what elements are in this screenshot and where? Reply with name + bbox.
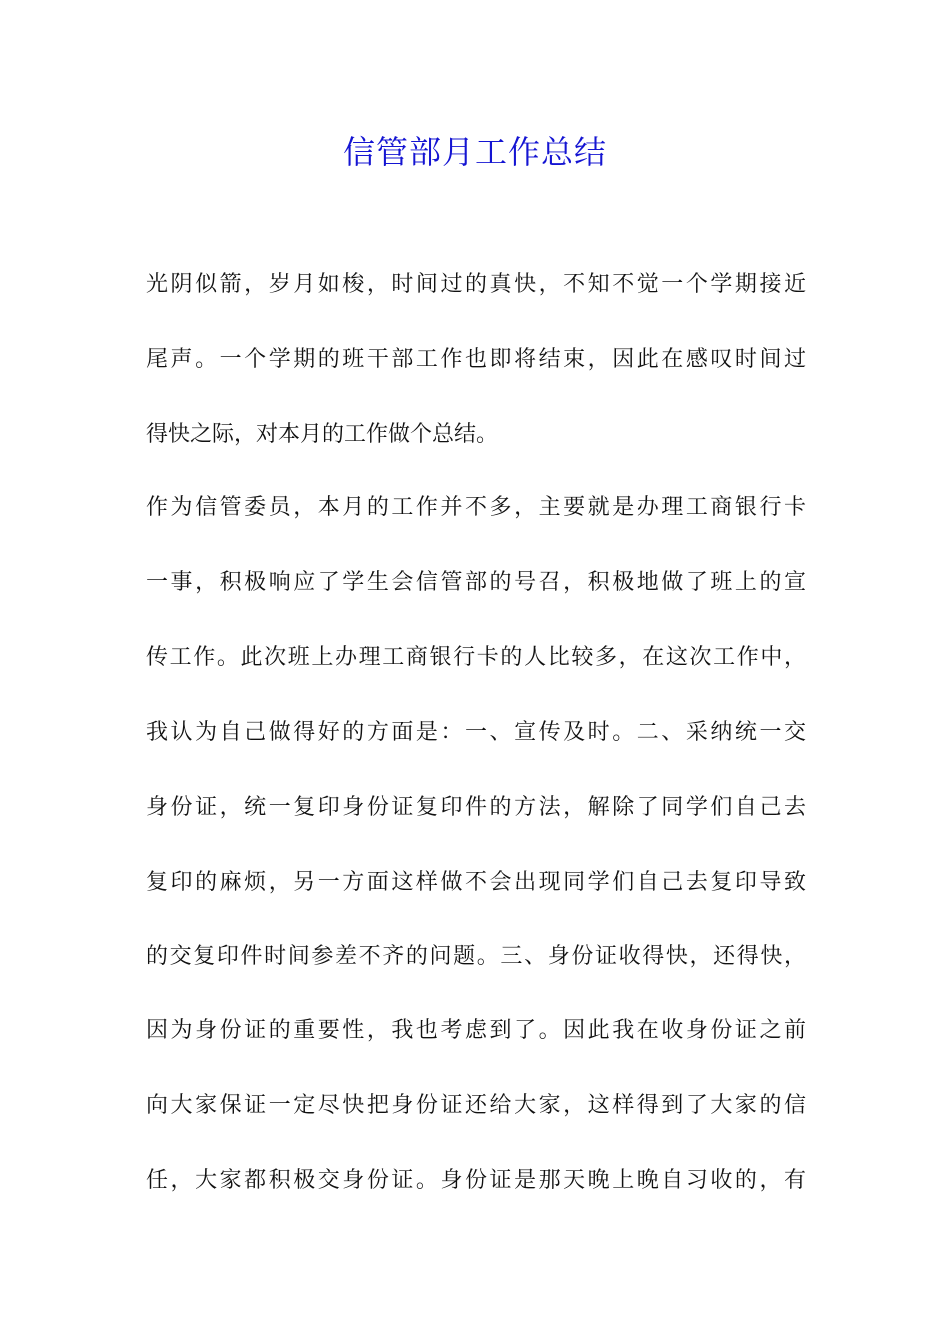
paragraph-line: 身份证，统一复印身份证复印件的方法，解除了同学们自己去 (146, 795, 806, 820)
paragraph-line: 复印的麻烦，另一方面这样做不会出现同学们自己去复印导致 (146, 870, 806, 895)
paragraph-line: 一事，积极响应了学生会信管部的号召，积极地做了班上的宣 (146, 570, 806, 595)
paragraph-line: 光阴似箭，岁月如梭，时间过的真快，不知不觉一个学期接近 (146, 272, 806, 297)
paragraph-line: 得快之际，对本月的工作做个总结。 (146, 422, 499, 447)
document-title: 信管部月工作总结 (342, 133, 607, 171)
paragraph-line: 任，大家都积极交身份证。身份证是那天晚上晚自习收的，有 (146, 1168, 806, 1193)
paragraph-line: 因为身份证的重要性，我也考虑到了。因此我在收身份证之前 (146, 1018, 806, 1043)
paragraph-line: 向大家保证一定尽快把身份证还给大家，这样得到了大家的信 (146, 1093, 806, 1118)
paragraph-line: 我认为自己做得好的方面是：一、宣传及时。二、采纳统一交 (146, 720, 806, 745)
paragraph-line: 的交复印件时间参差不齐的问题。三、身份证收得快，还得快， (146, 944, 806, 969)
paragraph-line: 作为信管委员，本月的工作并不多，主要就是办理工商银行卡 (146, 495, 806, 520)
paragraph-line: 尾声。一个学期的班干部工作也即将结束，因此在感叹时间过 (146, 347, 806, 372)
paragraph-line: 传工作。此次班上办理工商银行卡的人比较多，在这次工作中， (146, 645, 806, 670)
